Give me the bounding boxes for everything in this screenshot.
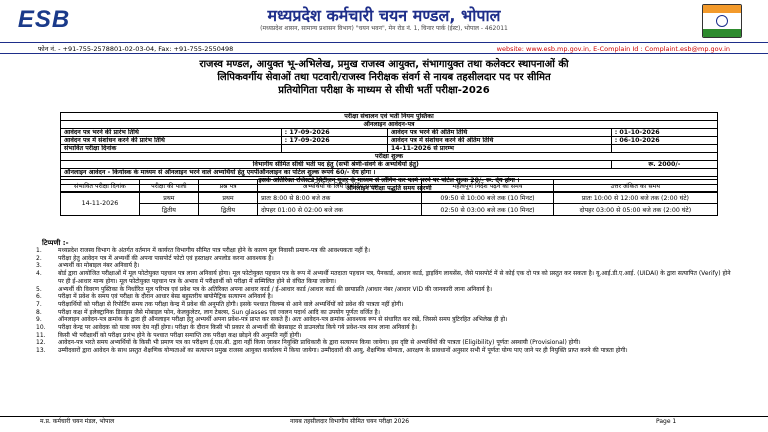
title-line: लिपिकवर्गीय सेवाओं तथा पटवारी/राजस्व निरीक्षक संवर्ग से नायब तहसीलदार पद पर सीमित: [217, 72, 551, 83]
exam-date: 14-11-2026: [61, 192, 140, 216]
footer-center: नायब तहसीलदार विभागीय सीमित चयन परीक्षा 2026: [290, 418, 410, 425]
note-item: 3. अभ्यर्थी का मोबाइल नंबर अनिवार्य है।: [36, 262, 140, 270]
organization-address: (मध्यप्रदेश शासन, सामान्य प्रशासन विभाग) "चयन भवन", मेन रोड नं. 1, चिनार पार्क (ईस्ट), भोपाल - 462011: [260, 25, 508, 32]
note-item: 11. किसी भी परीक्षार्थी को परीक्षा प्रारंभ होने के पश्चात परीक्षा समाप्ति तक परीक्षा कक्ष छोड़ने की अनुमति नहीं होगी।: [36, 331, 302, 339]
exam-timetable: [60, 179, 718, 216]
note-item: 13. उम्मीदवारों द्वारा आवेदन के साथ प्रस्तुत शैक्षणिक योग्यताओं का सत्यापन प्रमुख राजस्व आयुक्त कार्यालय में किया जायेगा। उम्मीदवारों की आयु, शैक्षणिक योग्यता, आरक्षण के प्रावधानों अनुसार सभी में पूर्णतः योग्य पाए जाने पर ही नियुक्ति प्राप्त करने की पात्रता होगी।: [36, 347, 628, 355]
page-footer: [0, 416, 768, 427]
note-item: 2. परीक्षा हेतु आवेदन पत्र में अभ्यर्थी की अपना पासपोर्ट फोटो एवं हस्ताक्षर अपलोड करना आवश्यक है।: [36, 254, 274, 262]
notes-title: टिप्पणी :-: [42, 239, 69, 247]
schedule-row: संभावित परीक्षा दिनांक 14-11-2026 से प्रारम्भ: [61, 145, 718, 153]
fee-row: [61, 161, 718, 169]
note-item: 10. परीक्षा केन्द्र पर आवेदक को यात्रा व्यय देय नहीं होगा। परीक्षा के दौरान किसी भी प्रकार से अभ्यर्थी की बेवसाइट से डाउनलोड किये गये प्रवेश-पत्र साथ लाना अनिवार्य है।: [36, 324, 417, 332]
logo-text: ESB: [17, 6, 71, 33]
note-item: 9. ऑनलाइन आवेदन-पत्र क्रमांक के द्वारा ही ऑनलाइन परीक्षा हेतु अभ्यर्थी अपना प्रवेश-पत्र प्राप्त कर सकते हैं। अतः आवेदन-पत्र क्रमांक आवश्यक रूप से संधारित कर रखें, जिससे समय त्रुटिरहित अभिलेख ही हो।: [36, 316, 508, 324]
portal-fee-note: ऑनलाइन आवेदन - कियोस्क के माध्यम से ऑनलाइन भरने वाले अभ्यर्थियों हेतु एमपीऑनलाइन का पोर्टल शुल्क रूपये 60/- देय होगा ।: [61, 169, 718, 177]
fee-label: विभागीय सीमित सीधी भर्ती पद हेतु (सभी श्रेणी-संवर्ग के अभ्यर्थियों हेतु): [61, 161, 612, 169]
note-item: 8. परीक्षा कक्ष में इलेक्ट्रानिक डिवाइस जैसे मोबाइल फोन, केलकुलेटर, लाग टेबल्स, Sun glasses एवं ज्वलन पदार्थ आदि का उपयोग पूर्णतः वर्जित है।: [36, 308, 381, 316]
contact-bar: [0, 42, 768, 54]
timetable-row: द्वितीय द्वितीय दोपहर 01:00 से 02:00 बजे तक 02:50 से 03:00 बजे तक (10 मिनट) दोपहर 03:00 से 05:00 बजे तक (2:00 घंटे): [61, 204, 718, 216]
note-item: 6. परीक्षा में प्रवेश के समय एवं परीक्षा के दौरान आधार बेस्ड बहुस्तरीय बायोमैट्रिक सत्यापन अनिवार्य है।: [36, 293, 273, 301]
note-item: 4. बोर्ड द्वारा आयोजित परीक्षाओं में मूल फोटोयुक्त पहचान पत्र लाना अनिवार्य होगा। मूल फोटोयुक्त पहचान पत्र के रूप में अभ्यर्थी मतदाता पहचान पत्र, पैनकार्ड, आधार कार्ड, ड्राइविंग लायसेंस, जैसे पासपोर्ट में से कोई एक दो पत्र को प्रस्तुत कर सकता है। यू.आई.डी.ए.आई. (UIDAI) के द्वारा सत्यापित (Verify) होने पर ही ई-आधार मान्य होगा। मूल फोटोयुक्त पहचान पत्र के अभाव में परीक्षार्थी को परीक्षा में सम्मिलित होने से वंचित किया जावेगा।: [36, 270, 731, 285]
phone-fax: फोन नं. - +91-755-2578801-02-03-04, Fax: +91-755-2550498: [38, 45, 234, 53]
note-item: 12. आवेदन-पत्र भरते समय अभ्यर्थियों के किसी भी प्रमाण पत्र का परीक्षण ई.एस.बी. द्वारा नहीं किया जाकर नियुक्ति प्राधिकारी के द्वारा सत्यापन किया जायेगा। इस दृष्टि से अभ्यर्थियों की पात्रता (Eligibility) पूर्णतः अस्थायी (Provisional) होगी।: [36, 339, 581, 347]
website-email: website: www.esb.mp.gov.in, E-Complain Id : Complaint.esb@mp.gov.in: [496, 45, 730, 53]
timetable-heading: ऑनलाइन परीक्षा पद्धति समय सारणी: [61, 185, 718, 193]
footer-left: म.प्र. कर्मचारी चयन मंडल, भोपाल: [40, 418, 115, 425]
government-emblem: [702, 4, 742, 38]
fee-value: रू. 2000/-: [611, 161, 717, 169]
note-item: 5. अभ्यर्थी की विवरण पुस्तिका के निर्धारित मूल परिपत्र एवं प्रवेश पत्र के अतिरिक्त अपना आधार कार्ड / ई-आधार कार्ड /आधार कार्ड की छायाप्रति /आधार नंबर /आधार VID की जानकारी लाना अनिवार्य है।: [36, 285, 492, 293]
fee-heading: परीक्षा शुल्क: [61, 153, 718, 161]
notes-list: [36, 247, 736, 355]
note-item: 7. परीक्षार्थियों को परीक्षा से रिपोर्टिंग समय तक परीक्षा केन्द्र में प्रवेश की अनुमति होगी। इसके पश्चात विलम्ब से आने वाले अभ्यर्थियों को प्रवेश की पात्रता नहीं होगी।: [36, 300, 404, 308]
online-application-heading: ऑनलाइन आवेदन-पत्र: [61, 121, 718, 129]
chakra-icon: [716, 15, 728, 27]
note-item: 1. मध्यप्रदेश राजस्व विभाग के अंतर्गत वर्तमान में कार्यरत विभागीय सीमित पात्र परीक्षा होने के कारण मूल निवासी प्रमाण-पत्र की आवश्यकता नहीं है।: [36, 247, 370, 254]
title-line: प्रतियोगिता परीक्षा के माध्यम से सीधी भर्ती परीक्षा-2026: [278, 85, 490, 96]
schedule-row: आवेदन पत्र में संशोधन करने की प्रारंभ तिथि : 17-09-2026 आवेदन पत्र में संशोधन करने की अंतिम तिथि : 06-10-2026: [61, 137, 718, 145]
letterhead: [0, 0, 768, 46]
timetable-header-row: संभावित परीक्षा दिनांक परीक्षा की पाली प्रश्न पत्र अभ्यर्थियों के लिये रिपोर्टिंग समय महत्वपूर्ण निर्देश पढ़ने का समय उत्तर अंकित का समय: [61, 180, 718, 192]
title-line: राजस्व मण्डल, आयुक्त भू-अभिलेख, प्रमुख राजस्व आयुक्त, संभागायुक्त तथा कलेक्टर स्थापनाओं की: [199, 59, 569, 70]
schedule-row: आवेदन पत्र भरने की प्रारंभ तिथि : 17-09-2026 आवेदन पत्र भरने की अंतिम तिथि : 01-10-2026: [61, 129, 718, 137]
page-number: Page 1: [656, 418, 677, 425]
schedule-heading: परीक्षा संचालन एवं भर्ती नियम पुस्तिका: [61, 113, 718, 121]
timetable-row: 14-11-2026 प्रथम प्रथम प्रातः 8:00 से 8:00 बजे तक 09:50 से 10:00 बजे तक (10 मिनट) प्रातः 10:00 से 12:00 बजे तक (2:00 घंटे): [61, 192, 718, 204]
organization-title: मध्यप्रदेश कर्मचारी चयन मण्डल, भोपाल: [267, 6, 501, 25]
notice-title: [120, 58, 648, 97]
portal-fee-note-2: इसके अतिरिक्त रजिस्टर्ड सिटीजन यूजर के माध्यम से लॉगिन कर फार्म भरने पर पोर्टल शुल्क 20/- रू. देय होगा ।: [61, 177, 718, 185]
